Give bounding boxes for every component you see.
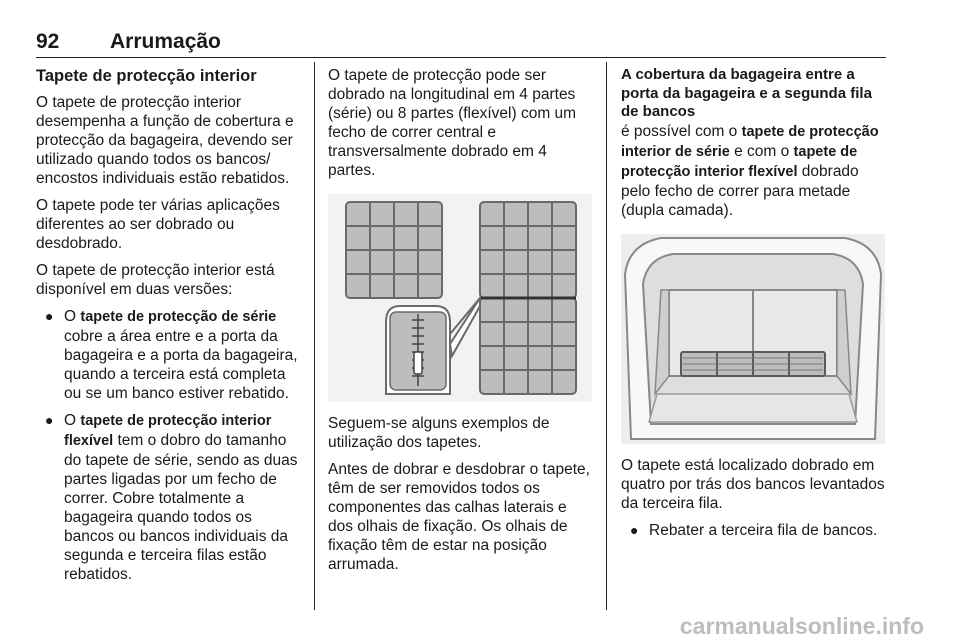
page-header xyxy=(36,30,886,54)
column-divider-2 xyxy=(606,62,607,610)
paragraph: O tapete está localizado dobrado em quatro por trás dos bancos levantados da terceira fila. xyxy=(621,456,885,512)
bold-term: tapete de protecção interior de série xyxy=(621,123,879,160)
paragraph: O tapete de protecção interior está disponível em duas versões: xyxy=(36,262,275,298)
paragraph: O tapete de protecção interior desempenha a função de cobertura e protecção da bagageira, devendo ser utilizado quando todos os bancos/ encostos individuais estão rebatidos. xyxy=(36,94,294,187)
column-2 xyxy=(328,66,594,582)
paragraph: O tapete de protecção pode ser dobrado na longitudinal em 4 partes (série) ou 8 partes (flexível) com um fecho de correr central e transversalmente dobrado em 4 partes. xyxy=(328,67,577,179)
column-3 xyxy=(621,66,889,548)
bold-term: tapete de protecção interior flexível xyxy=(64,413,272,449)
column-divider-1 xyxy=(314,62,315,610)
paragraph: O tapete pode ter várias aplicações diferentes ao ser dobrado ou desdobrado. xyxy=(36,197,280,252)
bold-term: tapete de protecção interior flexível xyxy=(621,143,858,180)
page-number: 92 xyxy=(36,30,60,53)
bullet-dot: ● xyxy=(630,521,639,538)
bullet-dot: ● xyxy=(45,308,54,324)
column-1 xyxy=(36,66,304,592)
bold-term: tapete de protecção de série xyxy=(80,309,277,325)
chapter-title: Arrumação xyxy=(110,30,221,53)
section-heading: Tapete de protecção interior xyxy=(36,67,257,85)
bullet-item: ● O tapete de protecção interior flexível tem o dobro do tamanho do tapete de série, sendo as duas partes ligadas por um fecho de correr. Cobre totalmente a bagageira quando todos os bancos ou bancos individuais da segunda e terceira filas estão rebatidos. xyxy=(45,412,298,583)
header-rule xyxy=(36,57,886,58)
subsection-heading: A cobertura da bagageira entre a porta da bagageira e a segunda fila de bancos xyxy=(621,66,872,120)
paragraph: é possível com o tapete de protecção interior de série e com o tapete de protecção interior flexível dobrado pelo fecho de correr para metade (dupla camada). xyxy=(621,122,879,219)
car-trunk-illustration xyxy=(621,234,885,444)
bullet-item: ● Rebater a terceira fila de bancos. xyxy=(630,521,878,539)
watermark: carmanualsonline.info xyxy=(679,613,924,639)
paragraph: Seguem-se alguns exemplos de utilização dos tapetes. xyxy=(328,415,550,451)
bullet-item: ● O tapete de protecção de série cobre a área entre e a porta da bagageira e a porta da bagageira, quando a terceira está completa ou se um banco estiver rebatido. xyxy=(45,308,298,402)
cargo-mat-folding-illustration xyxy=(328,194,592,402)
paragraph: Antes de dobrar e desdobrar o tapete, têm de ser removidos todos os componentes das calhas laterais e dos olhais de fixação. Os olhais de fixação têm de estar na posição arrumada. xyxy=(328,461,590,573)
bullet-dot: ● xyxy=(45,412,54,428)
